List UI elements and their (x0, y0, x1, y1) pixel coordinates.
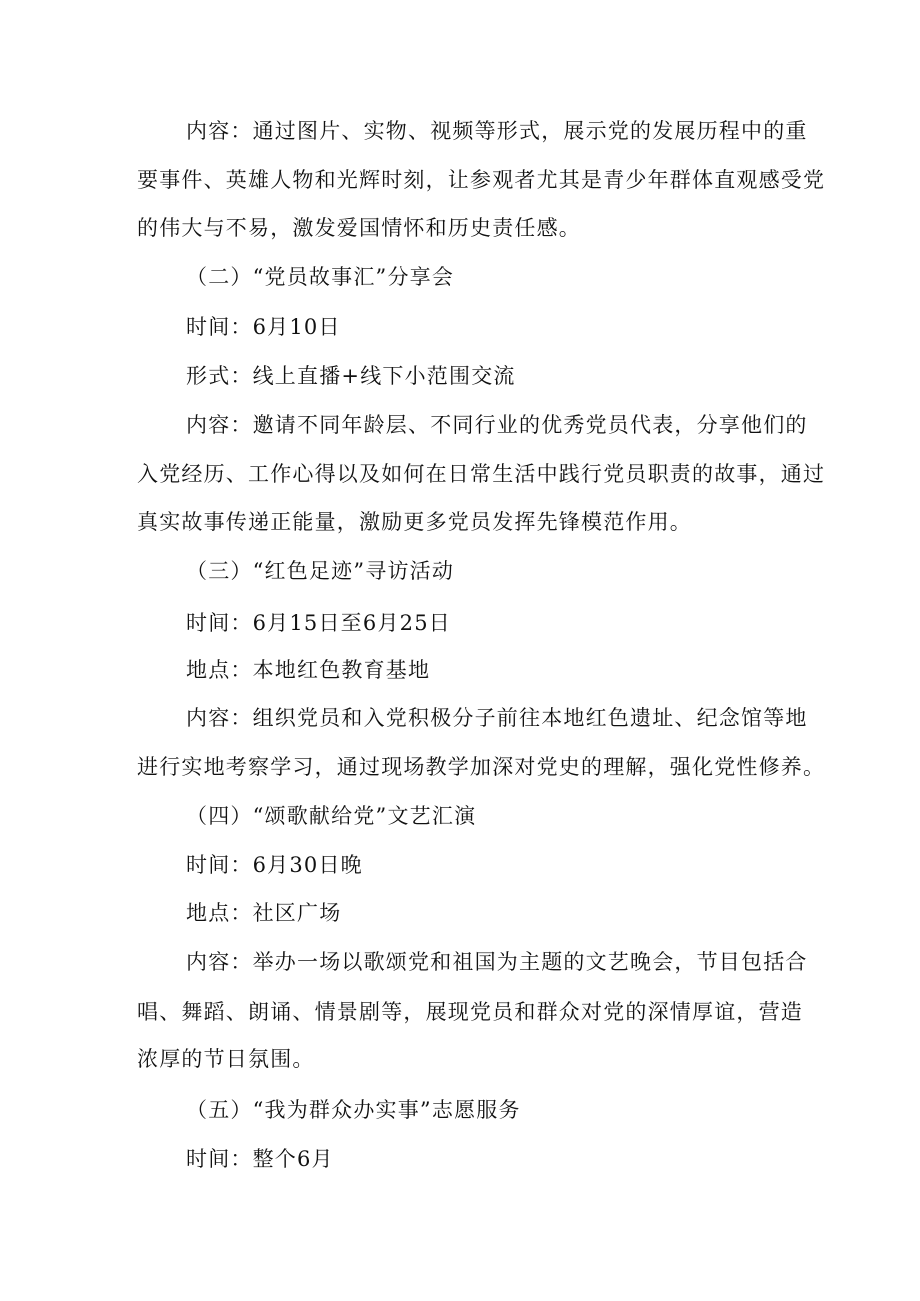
section-heading: （二）“党员故事汇”分享会 (186, 265, 455, 289)
paragraph-line: 唱、舞蹈、朗诵、情景剧等，展现党员和群众对党的深情厚谊，营造 (137, 1000, 803, 1024)
paragraph-line: 内容：通过图片、实物、视频等形式，展示党的发展历程中的重 (186, 119, 808, 143)
paragraph-line: 进行实地考察学习，通过现场教学加深对党史的理解，强化党性修养。 (137, 755, 826, 779)
paragraph-line: 内容：组织党员和入党积极分子前往本地红色遗址、纪念馆等地 (186, 706, 808, 730)
paragraph-line: 内容：邀请不同年龄层、不同行业的优秀党员代表，分享他们的 (186, 413, 808, 437)
paragraph-line: 形式：线上直播+线下小范围交流 (186, 364, 516, 388)
paragraph-line: 入党经历、工作心得以及如何在日常生活中践行党员职责的故事，通过 (137, 462, 826, 486)
paragraph-line: 内容：举办一场以歌颂党和祖国为主题的文艺晚会，节目包括合 (186, 950, 808, 974)
paragraph-line: 地点：社区广场 (186, 901, 342, 925)
section-heading: （四）“颂歌献给党”文艺汇演 (186, 804, 477, 828)
paragraph-line: 时间：6月15日至6月25日 (186, 611, 451, 635)
section-heading: （三）“红色足迹”寻访活动 (186, 559, 455, 583)
paragraph-line: 地点：本地红色教育基地 (186, 658, 431, 682)
paragraph-line: 要事件、英雄人物和光辉时刻，让参观者尤其是青少年群体直观感受党 (137, 168, 826, 192)
paragraph-line: 时间：6月10日 (186, 315, 341, 339)
section-heading: （五）“我为群众办实事”志愿服务 (186, 1098, 521, 1122)
paragraph-line: 时间：6月30日晚 (186, 853, 363, 877)
paragraph-line: 的伟大与不易，激发爱国情怀和历史责任感。 (137, 216, 581, 240)
paragraph-line: 浓厚的节日氛围。 (137, 1047, 315, 1071)
paragraph-line: 时间：整个6月 (186, 1147, 334, 1171)
paragraph-line: 真实故事传递正能量，激励更多党员发挥先锋模范作用。 (137, 510, 692, 534)
